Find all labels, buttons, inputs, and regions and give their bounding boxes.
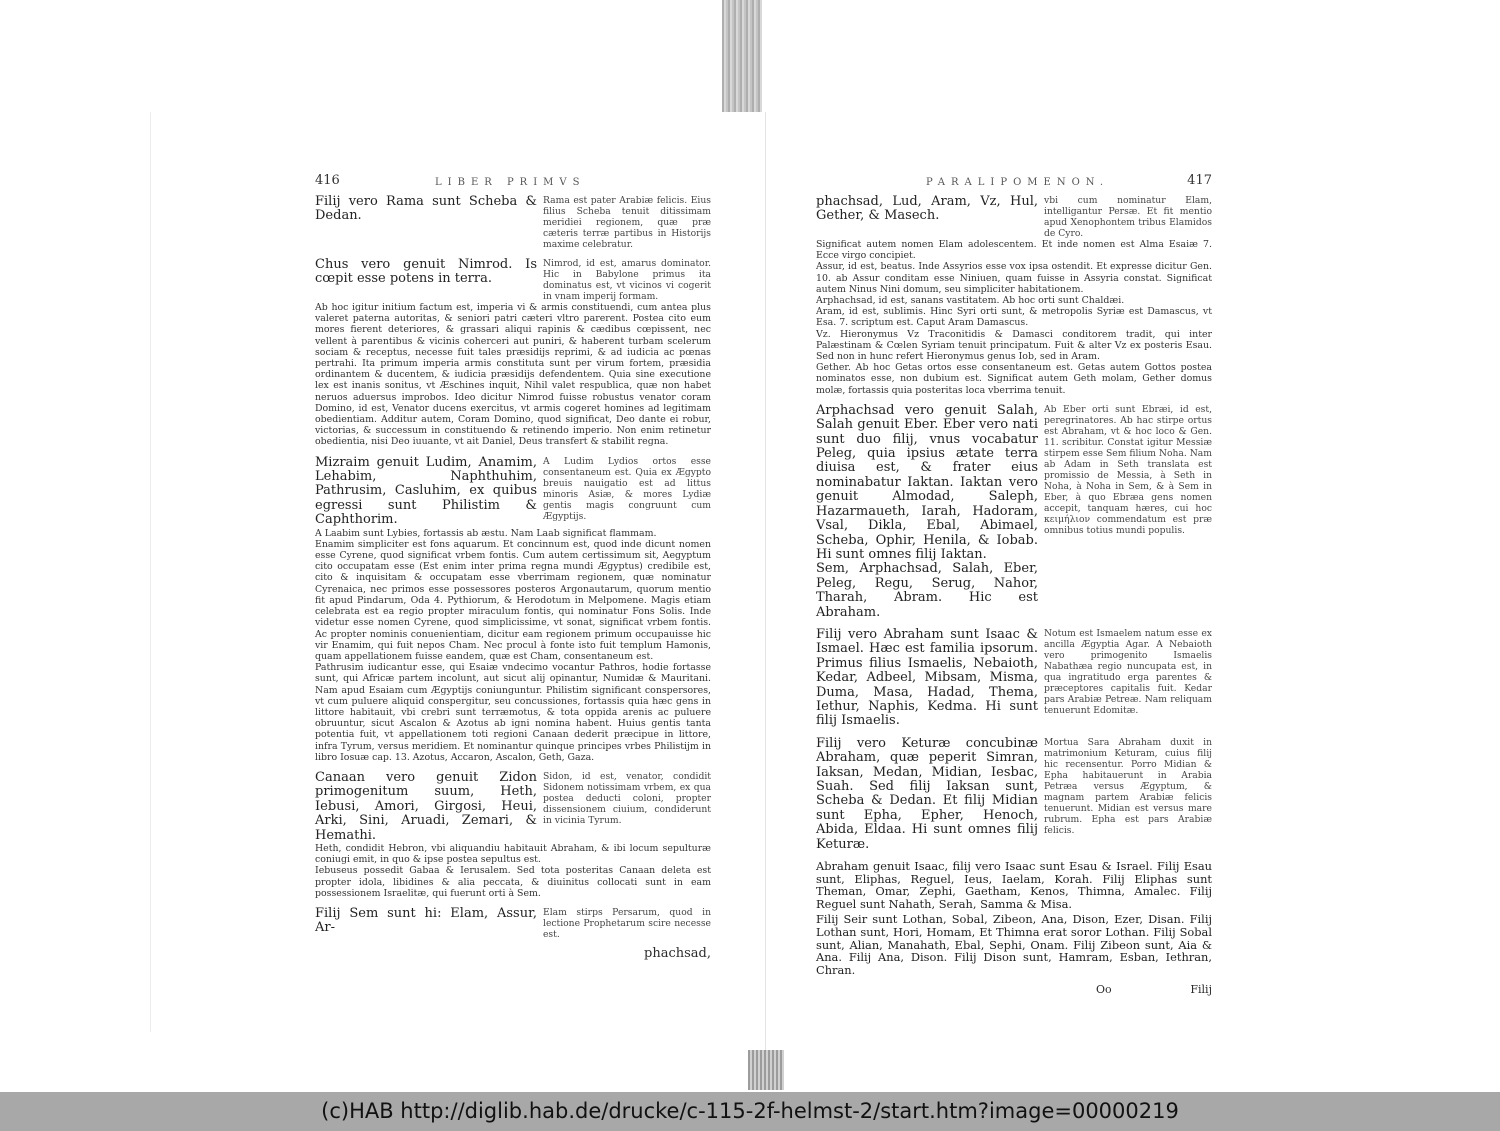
margin-commentary: Notum est Ismaelem natum esse ex ancilla Ægyptia Agar. A Nebaioth vero primogenito Ismaelis Nabathæa regio nuncupata est, in qua ingratitudo erga parentes & præceptores capitalis fuit. Kedar pars Arabiæ Petreæ. Nam reliquam tenuerunt Edomitæ.	[1044, 627, 1212, 716]
left-page	[315, 175, 711, 960]
commentary-paragraph: Pathrusim iudicantur esse, qui Esaiæ vndecimo vocantur Pathros, hodie fortasse sunt, qui Africæ partem incolunt, aut sicut alij opinantur, Numidæ & Mauritani. Nam apud Esaiam cum Ægyptijs coniunguntur. Philistim significant conspersores, vt cum puluere aliquid conspergitur, seu concussiones, fortassis quia hæc gens in littore habitauit, vbi crebri sunt terræmotus, & tota oppida arenis ac puluere obruuntur, sicut Ascalon & Azotus ab igni nomina habent. Huius gentis tanta potentia fuit, vt appellationem toti regioni Canaan dederit præcipue in littore, infra Tyrum, versus meridiem. Et nominantur quinque principes vrbes Philistijm in libro Iosuæ cap. 13. Azotus, Accaron, Ascalon, Geth, Gaza.	[315, 662, 711, 763]
margin-commentary: Nimrod, id est, amarus dominator. Hic in Babylone primus ita dominatus est, vt vicinos vi cogerit in vnam imperij formam.	[543, 258, 711, 302]
margin-commentary: A Ludim Lydios ortos esse consentaneum est. Quia ex Ægypto breuis nauigatio est ad littus minoris Asiæ, & mores Lydiæ gentis magis congruunt cum Ægyptijs.	[543, 455, 711, 522]
running-title: LIBER PRIMVS	[435, 177, 586, 188]
scripture-verse: Mizraim genuit Ludim, Anamim, Lehabim, Naphthuhim, Pathrusim, Casluhim, ex quibus egressi sunt Philistim & Caphthorim.	[315, 454, 537, 528]
left-running-head	[315, 175, 711, 195]
catchword: Filij	[1190, 983, 1212, 997]
text-block	[315, 195, 711, 250]
commentary-paragraph: Iebuseus possedit Gabaa & Ierusalem. Sed tota posteritas Canaan deleta est propter idola, libidines & alia peccata, & diuinitus collocati sunt in eam possessionem Israelitæ, qui fuerunt orti à Sem.	[315, 865, 711, 899]
text-block	[816, 737, 1212, 852]
scripture-verse: phachsad, Lud, Aram, Vz, Hul, Gether, & Masech.	[816, 194, 1038, 224]
scripture-verse: Filij Sem sunt hi: Elam, Assur, Ar-	[315, 905, 537, 936]
commentary-paragraph: Ab hoc igitur initium factum est, imperia vi & armis constituendi, cum antea plus valeret paterna autoritas, & seniori patri cæteri vltro parerent. Postea cito eum mores fierent deteriores, & grassari aliqui rapinis & cædibus cœpissent, nec vellent à parentibus & vicinis coherceri aut puniri, & haberent turbam scelerum sociam & receptus, necesse fuit tales præsidijs reprimi, & ad iudicia ac pœnas pertrahi. Ita primum imperia armis constituta sunt per virum fortem, præsidia ordinantem & ducentem, & iudicia præsidijs defendentem. Quia sine executione lex est inanis sonitus, vt Æschines inquit, Nihil valet respublica, quæ non habet neruos aduersus improbos. Ideo dicitur Nimrod fuisse robustus venator coram Domino, id est, Venator ducens exercitus, vt armis cogeret homines ad legitimam obedientiam. Additur autem, Coram Domino, quod significat, Deo dante ei robur, victorias, & successum in constituendo & retinendo imperio. Non enim retinetur obedientia, nisi Deo iuuante, vt ait Daniel, Deus transfert & stabilit regna.	[315, 302, 711, 448]
left-page-edge	[150, 112, 151, 1032]
right-running-head	[816, 175, 1212, 195]
scripture-verse: Canaan vero genuit Zidon primogenitum suum, Heth, Iebusi, Amori, Girgosi, Heui, Arki, Sini, Aruadi, Zemari, & Hemathi.	[315, 769, 537, 843]
commentary-paragraph: Gether. Ab hoc Getas ortos esse consentaneum est. Getas autem Gottos postea nominatos esse, non dubium est. Significat autem Geth molam, Gether domus molæ, fortassis quia posteritas loca vberrima tenuit.	[816, 362, 1212, 396]
text-block	[816, 195, 1212, 396]
scripture-verse: Filij vero Abraham sunt Isaac & Ismael. Hæc est familia ipsorum. Primus filius Ismaelis, Nebaioth, Kedar, Adbeel, Mibsam, Misma, Duma, Masa, Hadad, Thema, Iethur, Naphis, Kedma. Hi sunt filij Ismaelis.	[816, 626, 1038, 729]
margin-commentary: vbi cum nominatur Elam, intelligantur Persæ. Et fit mentio apud Xenophontem tribus Elamidos de Cyro.	[1044, 195, 1212, 239]
gutter-top-shadow	[722, 0, 762, 112]
margin-commentary: Sidon, id est, venator, condidit Sidonem notissimam vrbem, ex qua postea deducti coloni, propter dissensionem ciuium, condiderunt in vicinia Tyrum.	[543, 770, 711, 826]
text-block	[816, 628, 1212, 729]
margin-commentary: Mortua Sara Abraham duxit in matrimonium Keturam, cuius filij hic recensentur. Porro Midian & Epha habitauerunt in Arabia Petræa versus Ægyptum, & magnam partem Arabiæ felicis tenuerunt. Midian est versus mare rubrum. Epha est pars Arabiæ felicis.	[1044, 736, 1212, 836]
catchword: phachsad,	[644, 945, 711, 961]
text-block	[315, 456, 711, 763]
margin-commentary: Rama est pater Arabiæ felicis. Eius filius Scheba tenuit ditissimam meridiei regionem, quæ præ cæteris terræ partibus in Historijs maxime celebratur.	[543, 195, 711, 250]
commentary-paragraph: Aram, id est, sublimis. Hinc Syri orti sunt, & metropolis Syriæ est Damascus, vt Esa. 7. scriptum est. Caput Aram Damascus.	[816, 306, 1212, 329]
scripture-verse: Arphachsad vero genuit Salah, Salah genuit Eber. Eber vero nati sunt duo filij, vnus vocabatur Peleg, quia ipsius ætate terra diuisa est, & frater eius nominabatur Iaktan. Iaktan vero genuit Almodad, Saleph, Hazarmaueth, Iarah, Hadoram, Vsal, Dikla, Ebal, Abimael, Scheba, Ophir, Henila, & Iobab. Hi sunt omnes filij Iaktan.	[816, 402, 1038, 562]
gathering-signature: Oo	[1096, 983, 1112, 997]
scripture-verse: Chus vero genuit Nimrod. Is cœpit esse potens in terra.	[315, 257, 537, 287]
scripture-verse: Abraham genuit Isaac, filij vero Isaac sunt Esau & Israel. Filij Esau sunt, Eliphas, Reguel, Ieus, Iaelam, Korah. Filij Eliphas sunt Theman, Omar, Zephi, Gaetham, Kenos, Thimna, Amalec. Filij Reguel sunt Nahath, Serah, Samma & Misa.	[816, 859, 1212, 911]
text-block	[816, 860, 1212, 976]
copyright-footer: (c)HAB http://diglib.hab.de/drucke/c-115-2f-helmst-2/start.htm?image=00000219	[0, 1092, 1500, 1131]
commentary-paragraph: Assur, id est, beatus. Inde Assyrios esse vox ipsa ostendit. Et expresse dicitur Gen. 10. ab Assur conditam esse Niniuen, quam fuisse in Assyria constat. Significat autem Ninus Nini domum, seu simpliciter habitationem.	[816, 261, 1212, 295]
text-block	[315, 258, 711, 448]
right-page	[816, 175, 1212, 998]
margin-commentary: Ab Eber orti sunt Ebræi, id est, peregrinatores. Ab hac stirpe ortus est Abraham, vt & hoc loco & Gen. 11. scribitur. Constat igitur Messiæ stirpem esse Sem filium Noha. Nam ab Adam in Seth translata est promissio de Messia, à Seth in Noha, à Noha in Sem, & à Sem in Eber, à quo Ebræa gens nomen accepit, tanquam hæres, cui hoc κειμήλιον commendatum est præ omnibus totius mundi populis.	[1044, 403, 1212, 536]
page-number: 417	[1187, 173, 1212, 188]
gutter-bottom-shadow	[748, 1050, 784, 1090]
text-block	[816, 404, 1212, 620]
page-number: 416	[315, 173, 340, 188]
commentary-paragraph: Vz. Hieronymus Vz Traconitidis & Damasci conditorem tradit, qui inter Palæstinam & Cœlen Syriam tenuit principatum. Fuit & alter Vz ex posteris Esau. Sed non in hunc refert Hieronymus genus Iob, sed in Aram.	[816, 328, 1212, 363]
text-block	[315, 771, 711, 899]
commentary-paragraph: Enamim simpliciter est fons aquarum. Et concinnum est, quod inde dicunt nomen esse Cyrene, quod significat vrbem fontis. Cum autem certissimum sit, Aegyptum cito occupatam esse (Est enim inter prima regna mundi Ægyptus) credibile est, cito & inquisitam & occupatam esse vberrimam regionem, quæ nominatur Cyrenaica, nec primos esse possessores posteros Argonautarum, quorum mentio fit apud Pindarum, Oda 4. Pythiorum, & Herodotum in Melpomene. Magis etiam celebrata est ea regio propter miraculum fontis, qui nominatur Fons Solis. Inde videtur esse nomen Cyrene, quod simplicissime, vt sonat, significat vrbem fontis. Ac propter nominis conuenientiam, dicitur eam regionem primum occupauisse hic vir Enamim, qui fuit nepos Cham. Nec procul à fonte isto fuit templum Hamonis, quam appellationem fuisse eandem, quæ est Cham, consentaneum est.	[315, 538, 711, 662]
scripture-verse: Sem, Arphachsad, Salah, Eber, Peleg, Regu, Serug, Nahor, Tharah, Abram. Hic est Abraham.	[816, 561, 1038, 620]
book-spine	[765, 112, 766, 1052]
commentary-paragraph: A Laabim sunt Lybies, fortassis ab æstu. Nam Laab significat flammam.	[315, 527, 657, 539]
signature-line	[816, 984, 1212, 998]
commentary-paragraph: Arphachsad, id est, sanans vastitatem. Ab hoc orti sunt Chaldæi.	[816, 295, 1125, 307]
scripture-verse: Filij vero Rama sunt Scheba & Dedan.	[315, 194, 537, 224]
commentary-paragraph: Heth, condidit Hebron, vbi aliquandiu habitauit Abraham, & ibi locum sepulturæ coniugi emit, in quo & ipse postea sepultus est.	[315, 842, 711, 866]
scripture-verse: Filij Seir sunt Lothan, Sobal, Zibeon, Ana, Dison, Ezer, Disan. Filij Lothan sunt, Hori, Homam, Et Thimna erat soror Lothan. Filij Sobal sunt, Alian, Manahath, Ebal, Sephi, Onam. Filij Zibeon sunt, Aia & Ana. Filij Ana, Dison. Filij Dison sunt, Hamram, Esban, Iethran, Chran.	[816, 912, 1212, 977]
margin-commentary: Elam stirps Persarum, quod in lectione Prophetarum scire necesse est.	[543, 906, 711, 940]
scripture-verse: Filij vero Keturæ concubinæ Abraham, quæ peperit Simran, Iaksan, Medan, Midian, Iesbac, Suah. Sed filij Iaksan sunt, Scheba & Dedan. Et filij Midian sunt Epha, Epher, Henoch, Abida, Eldaa. Hi sunt omnes filij Keturæ.	[816, 735, 1038, 852]
commentary-paragraph: Significat autem nomen Elam adolescentem. Et inde nomen est Alma Esaiæ 7. Ecce virgo concipiet.	[816, 239, 1212, 262]
running-title: PARALIPOMENON.	[926, 177, 1110, 188]
text-block	[315, 907, 711, 940]
